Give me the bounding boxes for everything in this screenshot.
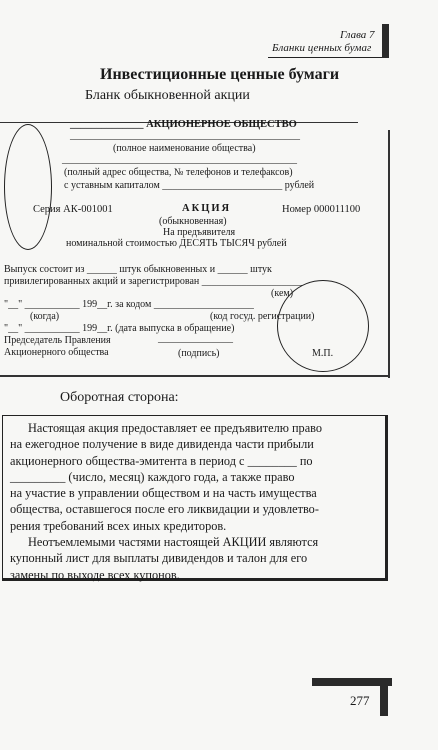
full-name-caption: (полное наименование общества) xyxy=(113,143,256,154)
date-line-2: "__" ___________ 199__г. (дата выпуска в обращение) xyxy=(4,323,235,334)
reverse-line: Неотъемлемыми частями настоящей АКЦИИ являются xyxy=(28,535,319,550)
bearer-label: На предъявителя xyxy=(163,227,236,238)
nominal-value: номинальной стоимостью ДЕСЯТЬ ТЫСЯЧ рублей xyxy=(66,238,287,249)
reverse-line: рения требований всех иных кредиторов. xyxy=(10,518,227,533)
reverse-line: акционерного общества-эмитента в период с ________ по xyxy=(10,453,313,468)
signature-caption: (подпись) xyxy=(178,348,220,359)
page-title: Инвестиционные ценные бумаги xyxy=(100,66,340,83)
company-line: ______________ АКЦИОНЕРНОЕ ОБЩЕСТВО xyxy=(70,119,297,130)
reverse-line: купонный лист для выплаты дивидендов и талон для его xyxy=(10,551,308,566)
signature-blank: _______________ xyxy=(158,333,233,344)
reverse-line: замены по выходе всех купонов. xyxy=(10,567,180,582)
full-name-blank: ______________________________________________ xyxy=(70,130,300,141)
date-line-1: "__" ___________ 199__г. за кодом ____________________ xyxy=(4,299,254,310)
share-type: (обыкновенная) xyxy=(159,216,227,227)
reg-code-caption: (код госуд. регистрации) xyxy=(210,311,315,322)
page-subtitle: Бланк обыкновенной акции xyxy=(85,88,250,103)
page-number: 277 xyxy=(350,693,370,708)
issue-line-1: Выпуск состоит из ______ штук обыкновенных и ______ штук xyxy=(4,264,272,275)
form-frame-bottom xyxy=(0,375,390,377)
series-number: Серия АК-001001 xyxy=(33,204,113,215)
reverse-text xyxy=(10,420,322,583)
reverse-line: общества, оставшегося после его ликвидации и удовлетво- xyxy=(10,502,319,517)
chairman-line-2: Акционерного общества xyxy=(4,347,109,358)
address-caption: (полный адрес общества, № телефонов и телефаксов) xyxy=(64,167,293,178)
reverse-line: на участие в управлении обществом и на часть имущества xyxy=(10,486,317,501)
watermark-ellipse xyxy=(4,124,52,250)
address-blank: _______________________________________________ xyxy=(62,154,297,165)
capital-line: с уставным капиталом ________________________ рублей xyxy=(64,180,315,191)
kem-caption: (кем) xyxy=(271,288,294,299)
kogda-caption: (когда) xyxy=(30,311,60,322)
section-label: Бланки ценных бумаг xyxy=(272,42,372,54)
reverse-line: _________ (число, месяц) каждого года, а также право xyxy=(10,469,295,484)
share-number: Номер 000011100 xyxy=(282,204,361,215)
header-bar xyxy=(382,24,389,58)
reverse-line: Настоящая акция предоставляет ее предъявителю право xyxy=(28,421,323,435)
chairman-line-1: Председатель Правления xyxy=(4,335,111,346)
footer-side-bar xyxy=(380,678,388,716)
reverse-heading: Оборотная сторона: xyxy=(60,390,179,405)
stamp-label: М.П. xyxy=(312,348,334,359)
issue-line-2: привилегированных акций и зарегистрирован ____________________ xyxy=(4,276,302,287)
header-rule xyxy=(268,57,386,58)
reverse-line: на ежегодное получение в виде дивиденда части прибыли xyxy=(10,437,314,452)
share-heading: АКЦИЯ xyxy=(182,203,232,214)
chapter-label: Глава 7 xyxy=(340,29,375,41)
form-frame-right xyxy=(388,130,390,378)
